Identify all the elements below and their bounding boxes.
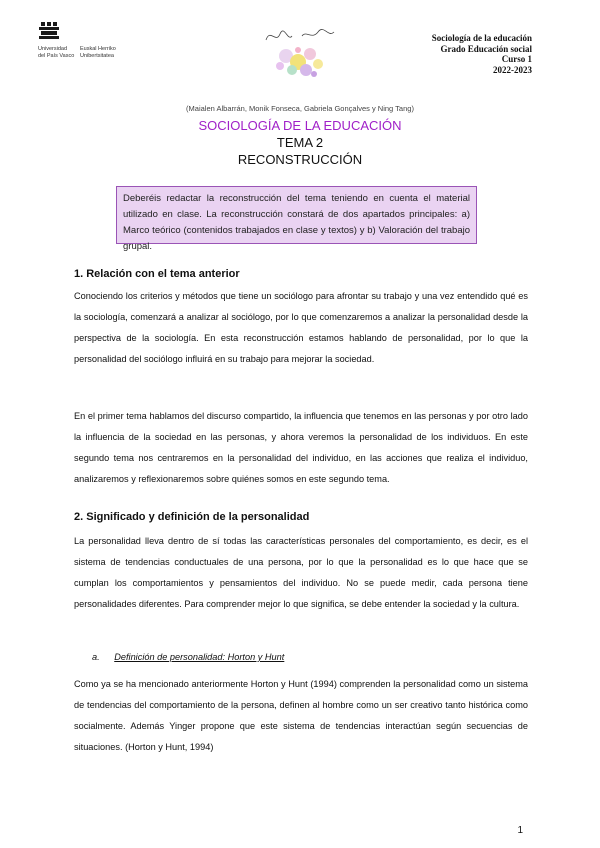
document-title: SOCIOLOGÍA DE LA EDUCACIÓN	[198, 118, 402, 133]
subsection-a-heading	[92, 652, 284, 662]
section-1-heading: 1. Relación con el tema anterior	[74, 268, 240, 280]
instruction-text: Deberéis redactar la reconstrucción del tema teniendo en cuenta el material utilizado en clase. La reconstrucción constará de dos apartados principales: a) Marco teórico (contenidos trabajados en clase y textos) y b) Valoración del trabajo grupal.	[123, 193, 470, 252]
section-1-paragraph-1: Conociendo los criterios y métodos que tiene un sociólogo para afrontar su trabajo y una vez entendido qué es la sociología, comenzará a analizar al sociólogo, por lo que comenzaremos a analizar la personalidad desde la perspectiva de la sociología. En esta reconstrucción estamos hablando de personalidad, por lo que la personalidad del sociólogo influirá en su trabajo para mejorar la sociedad.	[74, 291, 528, 364]
university-logo	[36, 22, 126, 70]
instruction-box	[116, 186, 477, 252]
university-shield-icon	[38, 22, 60, 40]
subsection-a-title: Definición de personalidad: Horton y Hunt	[114, 652, 285, 662]
decorative-flowers-logo	[262, 26, 346, 80]
page-number: 1	[517, 825, 523, 836]
course-period: 2022-2023	[493, 64, 532, 75]
university-name-line-2: del País Vasco	[38, 53, 75, 59]
course-degree: Grado Educación social	[440, 43, 532, 54]
authors: (Maialen Albarrán, Monik Fonseca, Gabriela Gonçalves y Ning Tang)	[186, 104, 414, 113]
section-1-paragraph-2: En el primer tema hablamos del discurso compartido, la influencia que tenemos en las personas y por otro lado la influencia de la sociedad en las personas, y ahora veremos la personalidad de los individuos. En este segundo tema nos centraremos en la personalidad del individuo, en las acciones que realiza el individuo, analizaremos y reflexionaremos sobre quiénes somos en este segundo tema.	[74, 411, 528, 484]
section-2-heading: 2. Significado y definición de la personalidad	[74, 511, 310, 523]
subsection-a-number: a.	[92, 652, 100, 662]
topic-number: TEMA 2	[276, 135, 324, 150]
university-name-line-3: Euskal Herriko	[80, 46, 116, 52]
document-subtitle: RECONSTRUCCIÓN	[237, 152, 363, 167]
course-year: Curso 1	[501, 54, 532, 64]
course-info	[432, 33, 532, 75]
university-name-line-4: Unibertsitatea	[80, 53, 114, 59]
section-2-paragraph-2: Como ya se ha mencionado anteriormente Horton y Hunt (1994) comprenden la personalidad como un sistema de tendencias del comportamiento de la persona, definen al hombre como un ser creativo tanto histórica como socialmente. Además Yinger propone que este sistema de tendencias interactúan según secuencias de situaciones. (Horton y Hunt, 1994)	[74, 679, 528, 752]
section-2-paragraph-1: La personalidad lleva dentro de sí todas las características personales del comportamiento, es decir, es el sistema de tendencias conductuales de una persona, por lo que la personalidad es lo que hace que se cumplan los comportamientos y pensamientos del individuo. No se puede medir, cada persona tiene personalidades diferentes. Para comprender mejor lo que significa, se debe entender la sociedad y la cultura.	[74, 536, 528, 609]
university-name-line-1: Universidad	[38, 46, 68, 52]
course-subject: Sociología de la educación	[431, 33, 532, 43]
